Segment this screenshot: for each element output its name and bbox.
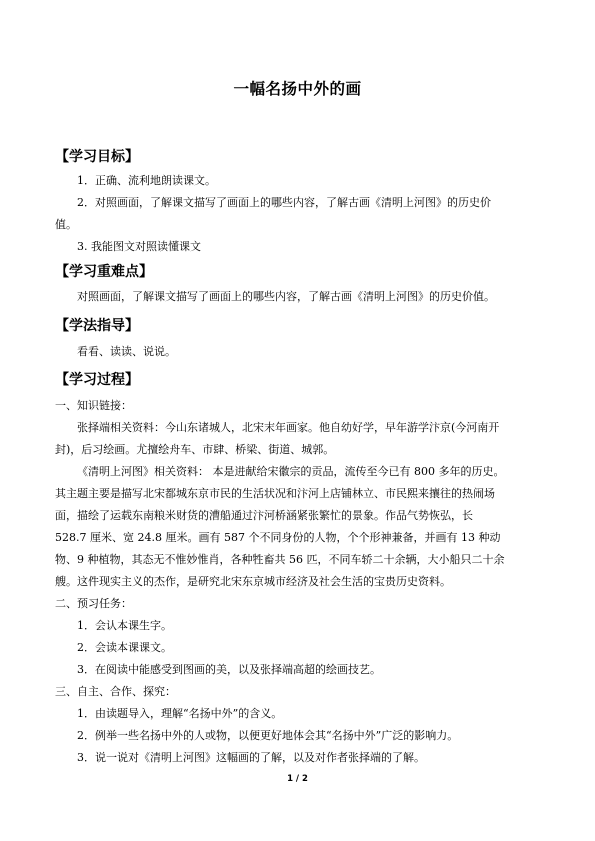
heading-learning-process: 【学习过程】 <box>55 372 139 388</box>
painting-info-line-2: 其主题主要是描写北宋都城东京市民的生活状况和汴河上店铺林立、市民熙来攘往的热闹场 <box>55 487 495 500</box>
inquiry-item-1: 1．由读题导入，理解“名扬中外”的含义。 <box>77 707 283 720</box>
painting-info-line-3: 面，描绘了运载东南粮米财货的漕船通过汴河桥涵紧张繁忙的景象。作品气势恢弘，长 <box>55 509 473 522</box>
goal-item-2-line-2: 值。 <box>55 218 77 231</box>
preview-task-3: 3．在阅读中能感受到图画的美，以及张择端高超的绘画技艺。 <box>77 663 381 676</box>
painting-info-line-5: 物、9 种植物，其态无不惟妙惟肖，各种牲畜共 56 匹，不同车轿二十余辆，大小船只二十余 <box>55 553 505 566</box>
section-2-title: 二、预习任务： <box>55 597 132 610</box>
preview-task-1: 1．会认本课生字。 <box>77 619 172 632</box>
goal-item-2-line-1: 2．对照画面，了解课文描写了画面上的哪些内容，了解古画《清明上河图》的历史价 <box>77 196 491 209</box>
page-number: 1 / 2 <box>287 774 308 784</box>
painting-info-line-6: 艘。这件现实主义的杰作，是研究北宋东京城市经济及社会生活的宝贵历史资料。 <box>55 575 451 588</box>
heading-study-method: 【学法指导】 <box>55 318 139 334</box>
goal-item-3: 3. 我能图文对照读懂课文 <box>77 240 201 253</box>
section-3-title: 三、自主、合作、探究： <box>55 685 176 698</box>
heading-key-points: 【学习重难点】 <box>55 264 153 280</box>
author-info-line-1: 张择端相关资料：今山东诸城人，北宋末年画家。他自幼好学，早年游学汴京(今河南开 <box>77 421 500 434</box>
page-title: 一幅名扬中外的画 <box>233 80 362 98</box>
heading-learning-goals: 【学习目标】 <box>55 149 139 165</box>
painting-info-line-1: 《清明上河图》相关资料： 本是进献给宋徽宗的贡品，流传至今已有 800 多年的历史。 <box>77 465 505 478</box>
section-1-title: 一、知识链接： <box>55 399 132 412</box>
study-method-text: 看看、读读、说说。 <box>77 345 176 358</box>
inquiry-item-2: 2．例举一些名扬中外的人或物，以便更好地体会其“名扬中外”广泛的影响力。 <box>77 729 459 742</box>
author-info-line-2: 封)，后习绘画。尤擅绘舟车、市肆、桥梁、街道、城郭。 <box>55 443 335 456</box>
key-points-text: 对照画面，了解课文描写了画面上的哪些内容，了解古画《清明上河图》的历史价值。 <box>77 290 495 303</box>
preview-task-2: 2．会读本课课文。 <box>77 641 172 654</box>
painting-info-line-4: 528.7 厘米、宽 24.8 厘米。画有 587 个不同身份的人物，个个形神兼备，并画有 13 种动 <box>55 531 501 544</box>
inquiry-item-3: 3．说一说对《清明上河图》这幅画的了解，以及对作者张择端的了解。 <box>77 751 425 764</box>
goal-item-1: 1．正确、流利地朗读课文。 <box>77 174 216 187</box>
